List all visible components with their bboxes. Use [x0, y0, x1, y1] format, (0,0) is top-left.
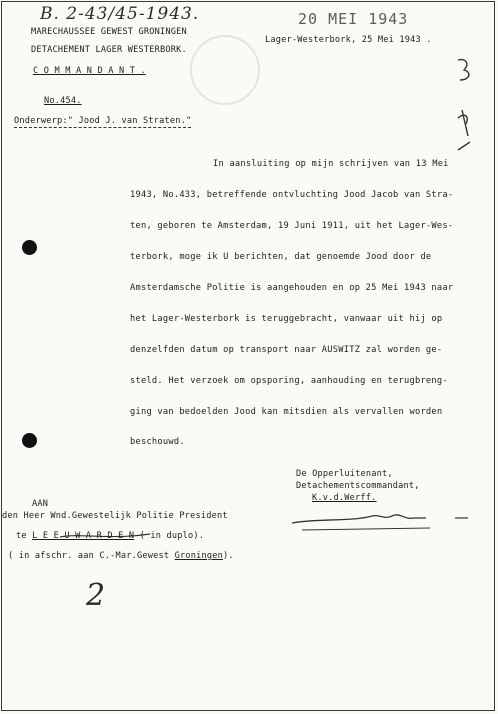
- margin-tick: [458, 142, 470, 150]
- margin-handwritten-note: [456, 58, 457, 59]
- organization-line-3: C O M M A N D A N T .: [33, 66, 146, 76]
- punch-hole-bottom: [22, 433, 37, 448]
- bottom-handwritten-note: 2: [86, 578, 106, 613]
- body-line: 1943, No.433, betreffende ontvluchting Jood Jacob van Stra-: [130, 190, 454, 200]
- signature-scribble: [292, 515, 426, 523]
- body-line: steld. Het verzoek om opsporing, aanhouding en terugbreng-: [130, 376, 448, 386]
- addressee-line-2-suffix: ( in duplo).: [134, 531, 205, 541]
- handwritten-reference: B. 2-43/45-1943.: [40, 4, 200, 24]
- signature-name: K.v.d.Werff.: [312, 493, 377, 503]
- body-line: denzelfden datum op transport naar AUSWITZ zal worden ge-: [130, 345, 443, 355]
- reference-number: No.454.: [44, 96, 82, 106]
- addressee-aan: AAN: [32, 499, 49, 509]
- faint-stamp-circle: [191, 36, 259, 104]
- body-line: Amsterdamsche Politie is aangehouden en op 25 Mei 1943 naar: [130, 283, 454, 293]
- addressee-line-2: [16, 532, 204, 541]
- organization-line-1: MARECHAUSSEE GEWEST GRONINGEN: [31, 27, 187, 37]
- organization-line-2: DETACHEMENT LAGER WESTERBORK.: [31, 45, 187, 55]
- margin-handwriting-top: [458, 60, 469, 80]
- addressee-line-3: [8, 552, 234, 561]
- signature-rank: De Opperluitenant,: [296, 469, 393, 479]
- body-line: ten, geboren te Amsterdam, 19 Juni 1911, uit het Lager-Wes-: [130, 221, 454, 231]
- body-line: In aansluiting op mijn schrijven van 13 Mei: [213, 159, 449, 169]
- margin-handwriting-mid: [458, 110, 468, 136]
- addressee-line-3-suffix: ).: [222, 551, 234, 561]
- addressee-city: L E E U W A R D E N: [32, 531, 135, 541]
- addressee-line-1: den Heer Wnd.Gewestelijk Politie President: [2, 511, 228, 521]
- addressee-line-3-prefix: ( in afschr. aan C.-Mar.Gewest: [8, 551, 175, 561]
- punch-hole-top: [22, 240, 37, 255]
- body-line: beschouwd.: [130, 437, 185, 447]
- body-line: ging van bedoelden Jood kan mitsdien als vervallen worden: [130, 407, 443, 417]
- body-line: het Lager-Westerbork is teruggebracht, vanwaar uit hij op: [130, 314, 443, 324]
- received-date-stamp: 20 MEI 1943: [298, 10, 409, 28]
- body-line: terbork, moge ik U berichten, dat genoemde Jood door de: [130, 252, 432, 262]
- addressee-copy-place: Groningen: [174, 551, 223, 561]
- addressee-line-2-prefix: te: [16, 531, 33, 541]
- subject-line: Onderwerp:" Jood J. van Straten.": [14, 116, 192, 126]
- signature-title: Detachementscommandant,: [296, 481, 420, 491]
- place-and-date: Lager-Westerbork, 25 Mei 1943 .: [265, 35, 432, 45]
- signature-underline: [302, 528, 430, 530]
